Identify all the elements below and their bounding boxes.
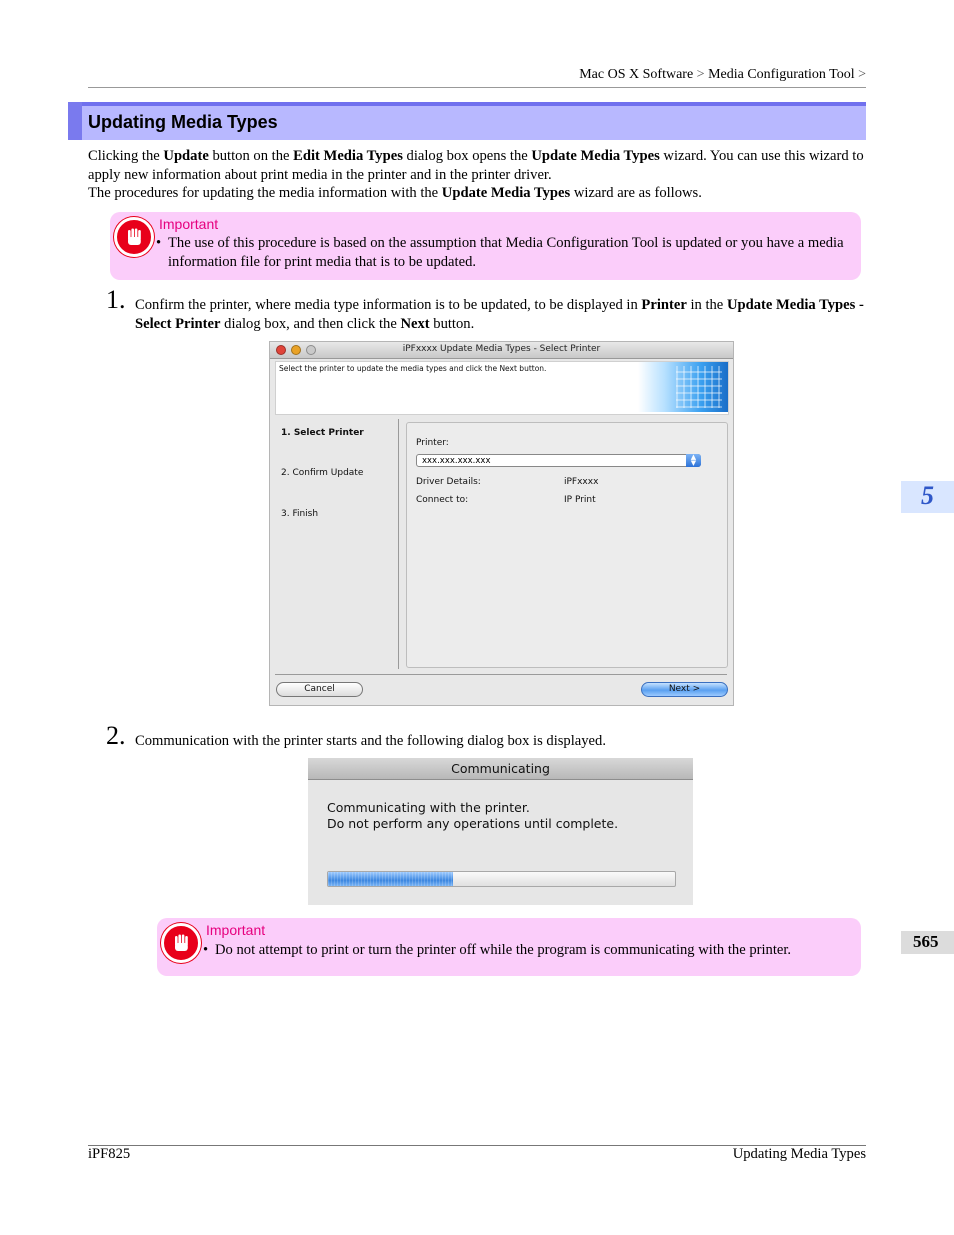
- select-printer-dialog: [269, 341, 734, 706]
- printer-label: Printer:: [416, 438, 449, 448]
- wizard-divider: [398, 419, 399, 669]
- intro-text-run: dialog box opens the: [402, 148, 532, 164]
- important-note-1: [110, 212, 861, 280]
- important-note-2: [157, 918, 861, 976]
- next-button[interactable]: Next >: [641, 682, 728, 697]
- message-line-1: Communicating with the printer.: [327, 800, 530, 815]
- updown-arrows-icon: ▲ ▼: [686, 454, 701, 467]
- step-number-2: 2.: [106, 721, 126, 750]
- communicating-dialog: [308, 758, 693, 905]
- progress-fill: [328, 872, 453, 886]
- bullet-glyph: •: [203, 942, 209, 958]
- intro-paragraph: [88, 147, 866, 184]
- section-title: Updating Media Types: [88, 112, 278, 132]
- intro-text-run: The procedures for updating the media information with the: [88, 185, 442, 201]
- intro-text-run: Clicking the: [88, 148, 164, 164]
- driver-details-label: Driver Details:: [416, 477, 481, 487]
- bullet-glyph: •: [156, 235, 162, 251]
- intro-text-run: button on the: [208, 148, 294, 164]
- step-text-run: in the: [686, 297, 727, 313]
- step-text-emphasis: Next: [400, 316, 430, 332]
- driver-details-value: iPFxxxx: [564, 477, 599, 487]
- intro-text-emphasis: Update: [163, 148, 209, 164]
- header-divider: [88, 87, 866, 88]
- page-number-tab: [901, 931, 954, 954]
- intro-text-emphasis: Edit Media Types: [293, 148, 403, 164]
- instruction-text: Select the printer to update the media types and click the Next button.: [279, 364, 547, 373]
- connect-to-label: Connect to:: [416, 495, 469, 505]
- printer-banner-image: [638, 362, 728, 412]
- step-text-run: button.: [429, 316, 475, 332]
- chapter-number: 5: [921, 481, 934, 510]
- intro-text-emphasis: Update Media Types: [531, 148, 660, 164]
- important-text: Do not attempt to print or turn the printer off while the program is communicating with the printer.: [215, 942, 792, 958]
- printer-selection-panel: [406, 422, 728, 668]
- progress-bar: [327, 871, 676, 887]
- message-line-2: Do not perform any operations until complete.: [327, 816, 619, 831]
- important-label: Important: [159, 216, 219, 232]
- intro-text-run: wizard. You can use this wizard to apply new information about print media in the printer and in the printer driver.: [88, 148, 864, 183]
- stop-hand-icon: [114, 217, 154, 257]
- dialog-title: iPFxxxx Update Media Types - Select Printer: [402, 344, 601, 354]
- instruction-panel: [275, 361, 729, 415]
- step-text-2: Communication with the printer starts and the following dialog box is displayed.: [135, 733, 606, 749]
- cancel-button[interactable]: Cancel: [276, 682, 363, 697]
- dialog-title: Communicating: [308, 758, 693, 780]
- intro-text-emphasis: Update Media Types: [441, 185, 571, 201]
- page-number: 565: [913, 932, 939, 951]
- important-text: The use of this procedure is based on the assumption that Media Configuration Tool is updated or you have a media information file for print media that is to be updated.: [168, 235, 844, 270]
- intro-paragraph-2: [88, 184, 866, 203]
- connect-to-value: IP Print: [564, 495, 596, 505]
- step-text-emphasis: Update Media Types - Select Printer: [135, 297, 864, 332]
- step-text-emphasis: Printer: [641, 297, 687, 313]
- step-text-run: Confirm the printer, where media type information is to be updated, to be displayed in: [135, 297, 642, 313]
- step-text-run: dialog box, and then click the: [220, 316, 401, 332]
- intro-text-run: wizard are as follows.: [570, 185, 702, 201]
- breadcrumb-item[interactable]: Mac OS X Software: [579, 67, 694, 82]
- chapter-tab[interactable]: [901, 481, 954, 513]
- footer-model: iPF825: [88, 1146, 131, 1162]
- important-label: Important: [206, 922, 266, 938]
- printer-select-value: xxx.xxx.xxx.xxx: [422, 456, 491, 466]
- wizard-step-select-printer: 1. Select Printer: [281, 428, 364, 438]
- dialog-message: [327, 800, 618, 832]
- wizard-step-finish: 3. Finish: [281, 509, 319, 519]
- stop-hand-icon: [161, 923, 201, 963]
- breadcrumb-separator: >: [696, 67, 705, 82]
- wizard-step-confirm-update: 2. Confirm Update: [281, 468, 364, 478]
- dialog-titlebar: [270, 342, 733, 359]
- breadcrumb: [579, 67, 866, 83]
- breadcrumb-separator: >: [858, 67, 866, 82]
- breadcrumb-item[interactable]: Media Configuration Tool: [708, 67, 855, 82]
- footer-section: Updating Media Types: [732, 1146, 866, 1162]
- printer-select[interactable]: [416, 454, 701, 467]
- step-number: 1.: [106, 285, 126, 314]
- step-text: [135, 296, 866, 334]
- button-divider: [275, 674, 727, 675]
